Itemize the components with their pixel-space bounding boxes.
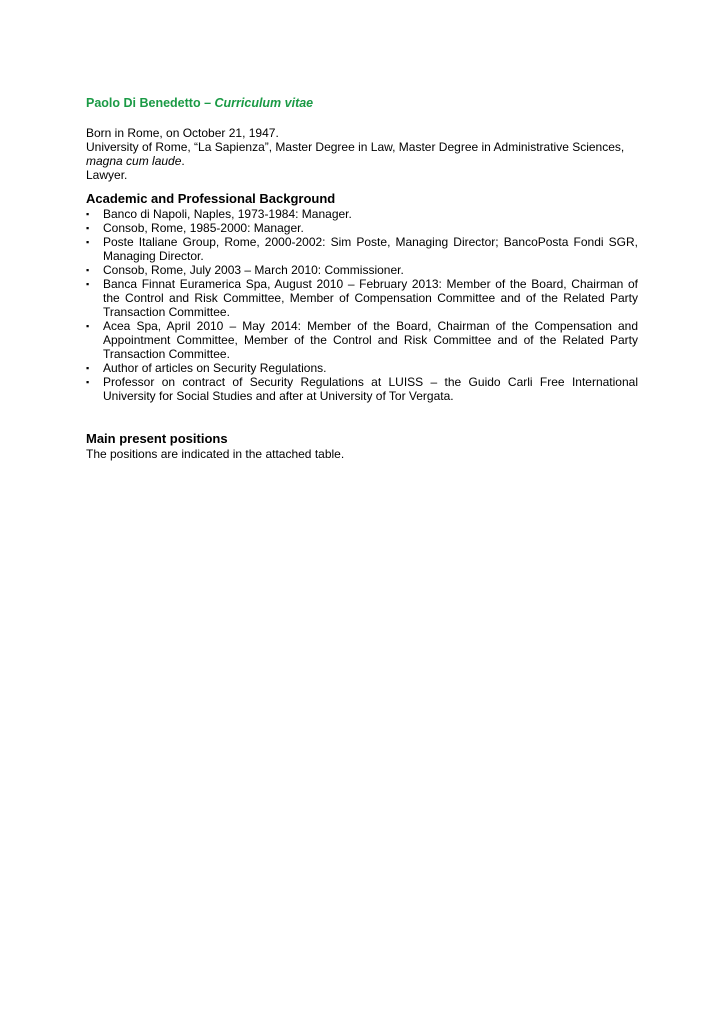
list-item xyxy=(86,207,638,221)
bullet-icon: ▪ xyxy=(86,237,90,247)
honors-text: magna cum laude xyxy=(86,154,182,168)
list-item-text: Consob, Rome, 1985-2000: Manager. xyxy=(103,221,304,235)
positions-section xyxy=(86,431,638,461)
list-item xyxy=(86,361,638,375)
bullet-icon: ▪ xyxy=(86,321,90,331)
person-name: Paolo Di Benedetto xyxy=(86,96,201,110)
education-info xyxy=(86,140,638,168)
document-page xyxy=(86,95,638,461)
list-item-text: Consob, Rome, July 2003 – March 2010: Commissioner. xyxy=(103,263,404,277)
bullet-icon: ▪ xyxy=(86,279,90,289)
list-item-text: Poste Italiane Group, Rome, 2000-2002: Sim Poste, Managing Director; BancoPosta Fondi SGR, Managing Director. xyxy=(103,235,638,263)
list-item xyxy=(86,263,638,277)
document-type: Curriculum vitae xyxy=(214,96,314,110)
background-heading: Academic and Professional Background xyxy=(86,191,336,206)
honors-suffix: . xyxy=(181,154,185,168)
list-item-text: Professor on contract of Security Regulations at LUISS – the Guido Carli Free International University for Social Studies and after at University of Tor Vergata. xyxy=(103,375,638,403)
list-item xyxy=(86,375,638,403)
positions-heading: Main present positions xyxy=(86,431,228,446)
education-text: University of Rome, “La Sapienza”, Master Degree in Law, Master Degree in Administrative Sciences, xyxy=(86,140,625,154)
positions-text: The positions are indicated in the attached table. xyxy=(86,447,345,461)
list-item-text: Author of articles on Security Regulations. xyxy=(103,361,327,375)
intro-block xyxy=(86,126,638,182)
profession-info: Lawyer. xyxy=(86,168,128,182)
list-item xyxy=(86,319,638,361)
bullet-icon: ▪ xyxy=(86,363,90,373)
bullet-icon: ▪ xyxy=(86,265,90,275)
title-separator: – xyxy=(200,96,215,110)
document-title xyxy=(86,95,638,111)
bullet-icon: ▪ xyxy=(86,223,90,233)
birth-info: Born in Rome, on October 21, 1947. xyxy=(86,126,279,140)
list-item-text: Acea Spa, April 2010 – May 2014: Member of the Board, Chairman of the Compensation and Appointment Committee, Member of the Control and Risk Committee and of the Related Party Transaction Committee. xyxy=(103,319,638,361)
list-item xyxy=(86,221,638,235)
list-item-text: Banco di Napoli, Naples, 1973-1984: Manager. xyxy=(103,207,352,221)
list-item xyxy=(86,277,638,319)
bullet-icon: ▪ xyxy=(86,377,90,387)
background-list xyxy=(86,207,638,403)
list-item-text: Banca Finnat Euramerica Spa, August 2010 – February 2013: Member of the Board, Chairman of the Control and Risk Committee, Member of Compensation Committee and of the Related Party Transaction Committee. xyxy=(103,277,638,319)
list-item xyxy=(86,235,638,263)
bullet-icon: ▪ xyxy=(86,209,90,219)
